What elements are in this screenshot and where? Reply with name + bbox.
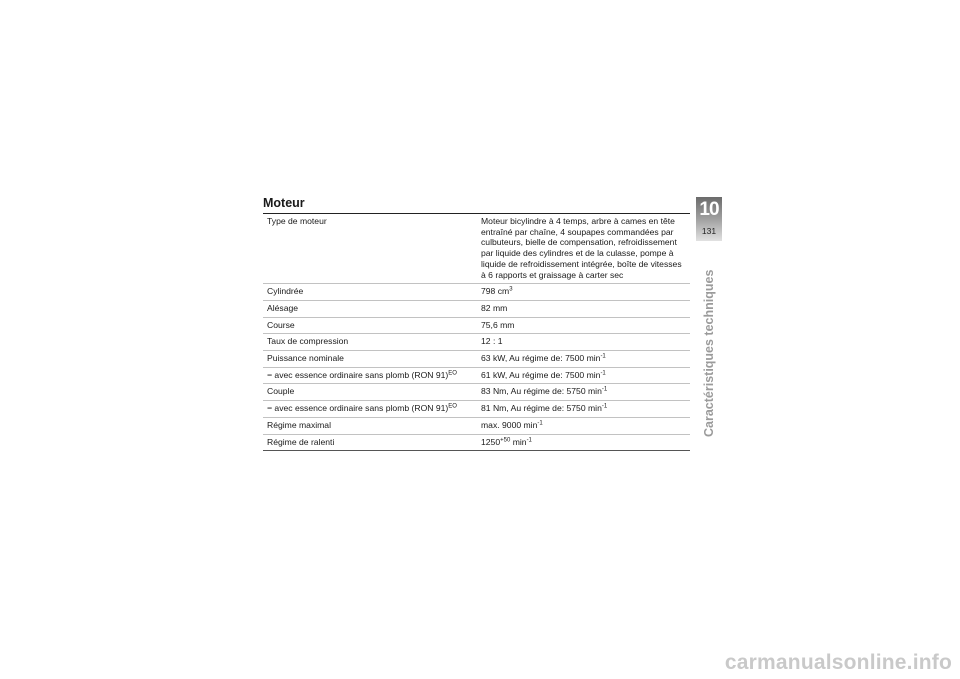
table-row (263, 434, 690, 451)
chapter-title: Caractéristiques techniques (702, 269, 716, 437)
spec-label: Course (267, 319, 295, 330)
spec-value: 82 mm (481, 302, 508, 313)
spec-value: 61 kW, Au régime de: 7500 $\min^{-1}$ (481, 369, 606, 380)
spec-value: 12 : 1 (481, 336, 503, 347)
table-row (263, 317, 690, 334)
page-number: 131 (701, 226, 717, 236)
spec-value: 81 Nm, Au régime de: 5750 $\min^{-1}$ (481, 403, 608, 414)
table-row (263, 383, 690, 400)
table-row (263, 333, 690, 350)
dash-marker: − (267, 403, 273, 414)
dash-marker: − (267, 369, 273, 380)
spec-label: Type de moteur (267, 216, 327, 226)
spec-value: $1250^{+50}$ $\min^{-1}$ (481, 436, 532, 447)
spec-label: Alésage (267, 302, 299, 313)
spec-label: Cylindrée (267, 286, 304, 297)
spec-value: 83 Nm, Au régime de: 5750 $\min^{-1}$ (481, 386, 608, 397)
chapter-tab (696, 197, 722, 241)
spec-label: Taux de compression (267, 336, 349, 347)
spec-value: 798 $cm^3$ (481, 286, 513, 297)
table-row (263, 400, 690, 417)
table-row (263, 350, 690, 367)
chapter-number: 10 (699, 199, 719, 220)
spec-label: − avec essence ordinaire sans plomb (RON 91)$^{EO}$ (267, 403, 457, 414)
spec-label: Régime maximal (267, 419, 331, 430)
watermark: carmanualsonline.info (724, 651, 952, 674)
spec-label: Couple (267, 386, 295, 397)
table-row (263, 300, 690, 317)
spec-value: 63 kW, Au régime de: 7500 $\min^{-1}$ (481, 353, 606, 364)
engine-spec-table (263, 213, 690, 451)
table-row (263, 367, 690, 384)
spec-value: 75,6 mm (481, 319, 515, 330)
spec-label: Régime de ralenti (267, 436, 335, 447)
table-row (263, 283, 690, 300)
section-title: Moteur (263, 196, 305, 210)
spec-value: Moteur bicylindre à 4 temps, arbre à cames en tête entraîné par chaîne, 4 soupapes commandées par culbuteurs, bielle de compensation, refroidissement par liquide des cylindres et de la culasse, pompe à liquide de refroidissement intégrée, boîte de vitesses à 6 rapports et graissage à carter sec (481, 216, 682, 280)
table-row (263, 214, 690, 283)
spec-value: max. 9000 $\min^{-1}$ (481, 419, 543, 430)
spec-label: Puissance nominale (267, 353, 344, 364)
spec-label: − avec essence ordinaire sans plomb (RON 91)$^{EO}$ (267, 369, 457, 380)
table-row (263, 417, 690, 434)
